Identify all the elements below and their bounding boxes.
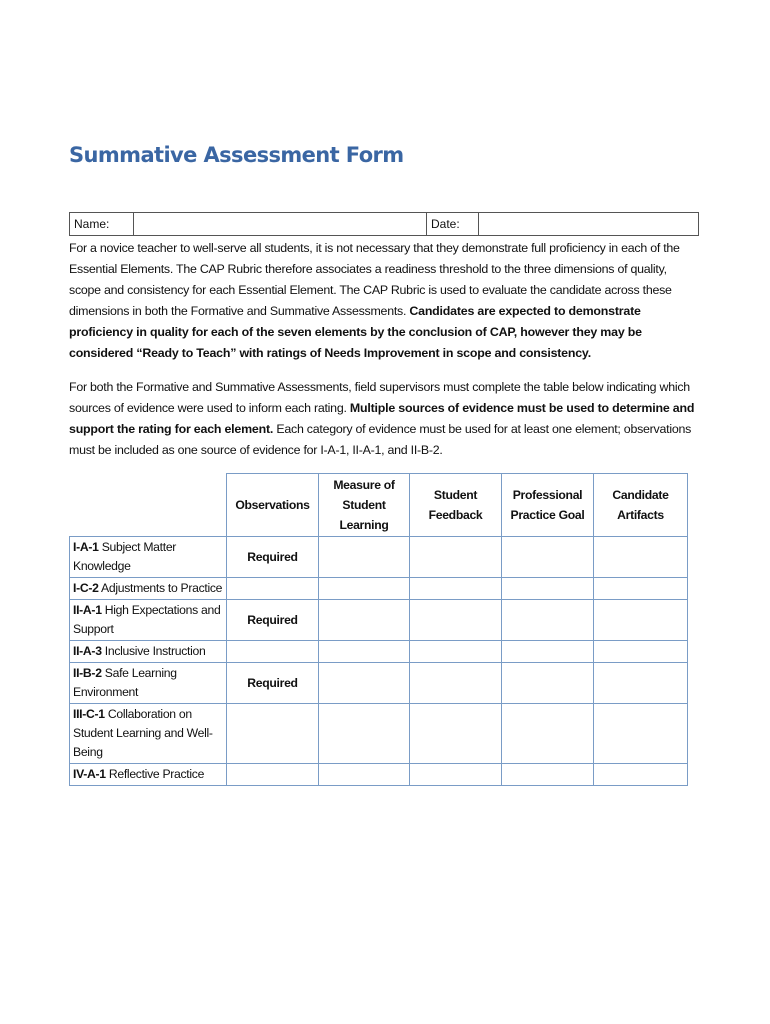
date-field[interactable] — [479, 213, 698, 235]
practice-goal-cell[interactable] — [502, 578, 594, 600]
element-label: Subject Matter Knowledge — [73, 540, 177, 573]
element-label: Reflective Practice — [108, 767, 205, 781]
feedback-cell[interactable] — [410, 600, 502, 641]
artifacts-cell[interactable] — [594, 600, 688, 641]
evidence-table — [69, 473, 688, 786]
element-label: High Expectations and Support — [73, 603, 221, 636]
practice-goal-cell[interactable] — [502, 764, 594, 786]
element-label: Safe Learning Environment — [73, 666, 177, 699]
element-cell — [70, 641, 227, 663]
header-student-feedback: Student Feedback — [410, 474, 502, 537]
element-label: Inclusive Instruction — [104, 644, 206, 658]
element-code: III-C-1 — [73, 707, 105, 721]
intro-paragraph — [69, 238, 701, 364]
table-row — [70, 764, 688, 786]
observations-cell[interactable]: Required — [227, 600, 319, 641]
evidence-text-1: For both the Formative and Summative Assessments, field supervisors must complete the table below indicating which sources of evidence were used to inform each rating. — [69, 380, 690, 415]
evidence-paragraph — [69, 377, 701, 461]
table-row — [70, 641, 688, 663]
table-row — [70, 578, 688, 600]
feedback-cell[interactable] — [410, 578, 502, 600]
feedback-cell[interactable] — [410, 663, 502, 704]
practice-goal-cell[interactable] — [502, 641, 594, 663]
practice-goal-cell[interactable] — [502, 704, 594, 764]
element-code: I-C-2 — [73, 581, 99, 595]
header-blank-cell — [70, 474, 227, 537]
table-row — [70, 537, 688, 578]
page-title: Summative Assessment Form — [69, 143, 404, 167]
element-code: II-A-3 — [73, 644, 102, 658]
observations-cell[interactable]: Required — [227, 663, 319, 704]
element-cell — [70, 663, 227, 704]
name-label: Name: — [70, 213, 134, 235]
table-row — [70, 663, 688, 704]
element-cell — [70, 704, 227, 764]
name-date-bar — [69, 212, 699, 236]
observations-cell[interactable] — [227, 764, 319, 786]
name-field[interactable] — [134, 213, 427, 235]
measure-cell[interactable] — [319, 641, 410, 663]
intro-bold-text: Candidates are expected to demonstrate proficiency in quality for each of the seven elements by the conclusion of CAP, however they may be considered “Ready to Teach” with ratings of Needs Improvement in scope and consistency. — [69, 304, 642, 360]
table-row — [70, 704, 688, 764]
element-cell — [70, 578, 227, 600]
artifacts-cell[interactable] — [594, 537, 688, 578]
evidence-bold-text: Multiple sources of evidence must be used to determine and support the rating for each element. — [69, 401, 695, 436]
measure-cell[interactable] — [319, 537, 410, 578]
feedback-cell[interactable] — [410, 704, 502, 764]
practice-goal-cell[interactable] — [502, 537, 594, 578]
measure-cell[interactable] — [319, 764, 410, 786]
observations-cell[interactable] — [227, 578, 319, 600]
artifacts-cell[interactable] — [594, 641, 688, 663]
artifacts-cell[interactable] — [594, 704, 688, 764]
element-cell — [70, 764, 227, 786]
practice-goal-cell[interactable] — [502, 600, 594, 641]
header-professional-practice-goal: Professional Practice Goal — [502, 474, 594, 537]
header-observations: Observations — [227, 474, 319, 537]
intro-text: For a novice teacher to well-serve all students, it is not necessary that they demonstrate full proficiency in each of the Essential Elements. The CAP Rubric therefore associates a readiness threshold to the three dimensions of quality, scope and consistency for each Essential Element. The CAP Rubric is used to evaluate the candidate across these dimensions in both the Formative and Summative Assessments. — [69, 241, 680, 318]
evidence-text-2: Each category of evidence must be used for at least one element; observations must be included as one source of evidence for I-A-1, II-A-1, and II-B-2. — [69, 422, 692, 457]
element-cell — [70, 537, 227, 578]
measure-cell[interactable] — [319, 578, 410, 600]
table-header-row — [70, 474, 688, 537]
date-label: Date: — [427, 213, 479, 235]
measure-cell[interactable] — [319, 600, 410, 641]
element-cell — [70, 600, 227, 641]
practice-goal-cell[interactable] — [502, 663, 594, 704]
feedback-cell[interactable] — [410, 537, 502, 578]
artifacts-cell[interactable] — [594, 764, 688, 786]
feedback-cell[interactable] — [410, 641, 502, 663]
observations-cell[interactable] — [227, 641, 319, 663]
element-code: II-B-2 — [73, 666, 102, 680]
measure-cell[interactable] — [319, 704, 410, 764]
element-code: IV-A-1 — [73, 767, 106, 781]
measure-cell[interactable] — [319, 663, 410, 704]
artifacts-cell[interactable] — [594, 663, 688, 704]
element-code: I-A-1 — [73, 540, 99, 554]
element-code: II-A-1 — [73, 603, 102, 617]
observations-cell[interactable]: Required — [227, 537, 319, 578]
table-row — [70, 600, 688, 641]
observations-cell[interactable] — [227, 704, 319, 764]
feedback-cell[interactable] — [410, 764, 502, 786]
element-label: Collaboration on Student Learning and Well-Being — [73, 707, 213, 759]
element-label: Adjustments to Practice — [101, 581, 223, 595]
artifacts-cell[interactable] — [594, 578, 688, 600]
header-candidate-artifacts: Candidate Artifacts — [594, 474, 688, 537]
header-measure-of-student-learning: Measure of Student Learning — [319, 474, 410, 537]
